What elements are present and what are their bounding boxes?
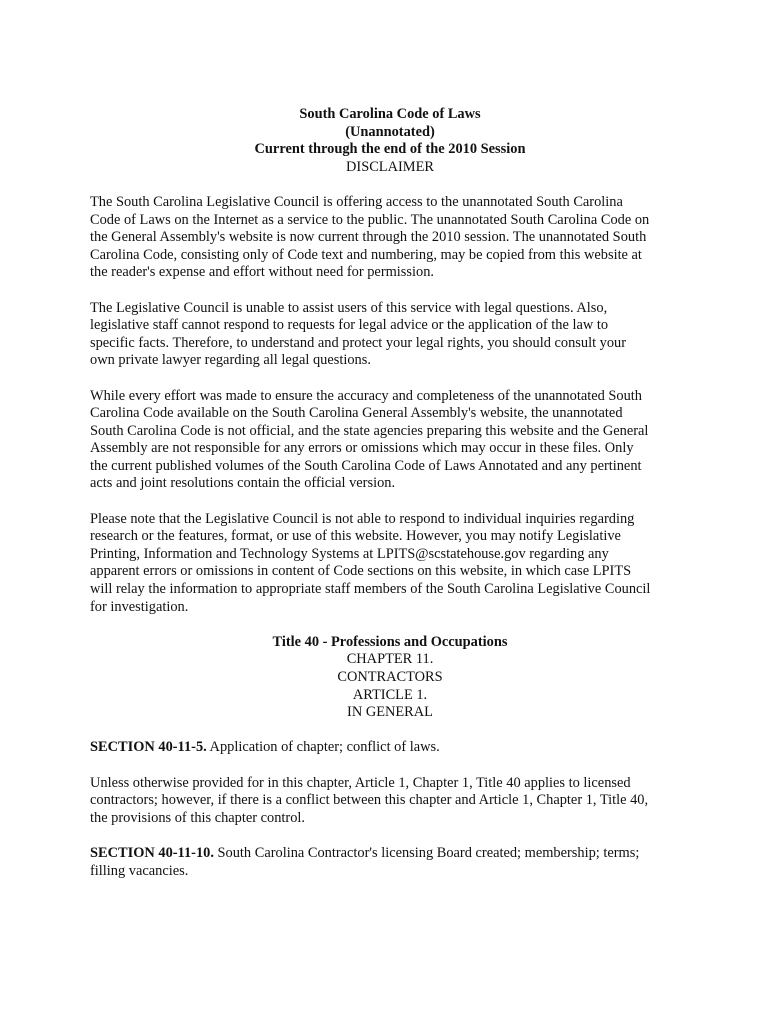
section-title-continued: filling vacancies. bbox=[90, 862, 189, 879]
text-line: will relay the information to appropriate staff members of the South Carolina Legislative Council bbox=[90, 581, 651, 598]
disclaimer-paragraph-3 bbox=[90, 388, 690, 494]
disclaimer-paragraph-1 bbox=[90, 194, 690, 282]
text-line: Carolina Code available on the South Carolina General Assembly's website, the unannotated bbox=[90, 405, 623, 422]
text-line: South Carolina Code is not official, and the state agencies preparing this website and the General bbox=[90, 422, 649, 439]
document-subtitle: (Unannotated) bbox=[345, 123, 435, 140]
document-page bbox=[90, 106, 690, 880]
text-line: apparent errors or omissions in content of Code sections on this website, in which case LPITS bbox=[90, 563, 632, 580]
text-line: While every effort was made to ensure the accuracy and completeness of the unannotated South bbox=[90, 387, 642, 404]
text-line: own private lawyer regarding all legal questions. bbox=[90, 352, 371, 369]
chapter-name: CONTRACTORS bbox=[337, 669, 443, 685]
section-title: South Carolina Contractor's licensing Board created; membership; terms; bbox=[213, 844, 640, 861]
text-line: research or the features, format, or use of this website. However, you may notify Legislative bbox=[90, 528, 621, 545]
text-line: Code of Laws on the Internet as a service to the public. The unannotated South Carolina Code on bbox=[90, 211, 650, 228]
section-body bbox=[90, 775, 690, 828]
text-line: Assembly are not responsible for any errors or omissions which may occur in these files. Only bbox=[90, 440, 634, 457]
disclaimer-paragraph-4 bbox=[90, 511, 690, 617]
section-heading bbox=[90, 845, 690, 880]
text-line: for investigation. bbox=[90, 598, 189, 615]
text-line: The Legislative Council is unable to assist users of this service with legal questions. Also, bbox=[90, 299, 608, 316]
text-line: The South Carolina Legislative Council is offering access to the unannotated South Carolina bbox=[90, 193, 623, 210]
text-line: Unless otherwise provided for in this chapter, Article 1, Chapter 1, Title 40 applies to licensed bbox=[90, 774, 631, 791]
disclaimer-paragraph-2 bbox=[90, 300, 690, 370]
text-line: Please note that the Legislative Council is not able to respond to individual inquiries regarding bbox=[90, 510, 635, 527]
document-title: South Carolina Code of Laws bbox=[299, 106, 481, 122]
disclaimer-heading: DISCLAIMER bbox=[346, 158, 434, 175]
article-name: IN GENERAL bbox=[347, 704, 433, 721]
text-line: the reader's expense and effort without need for permission. bbox=[90, 264, 434, 281]
chapter-number: CHAPTER 11. bbox=[346, 651, 434, 668]
section-title: Application of chapter; conflict of laws. bbox=[206, 739, 440, 756]
section-number: SECTION 40-11-10. bbox=[90, 844, 214, 861]
text-line: the provisions of this chapter control. bbox=[90, 809, 306, 826]
section-heading bbox=[90, 739, 690, 757]
text-line: Carolina Code, consisting only of Code text and numbering, may be copied from this website at bbox=[90, 246, 642, 263]
text-line: acts and joint resolutions contain the official version. bbox=[90, 475, 396, 492]
article-number: ARTICLE 1. bbox=[352, 686, 428, 703]
section-number: SECTION 40-11-5. bbox=[90, 739, 207, 756]
text-line: legislative staff cannot respond to requests for legal advice or the application of the law to bbox=[90, 317, 609, 334]
text-line: the General Assembly's website is now current through the 2010 session. The unannotated South bbox=[90, 229, 647, 246]
text-line: Printing, Information and Technology Systems at LPITS@scstatehouse.gov regarding any bbox=[90, 545, 609, 562]
text-line: specific facts. Therefore, to understand and protect your legal rights, you should consult your bbox=[90, 334, 627, 351]
text-line: contractors; however, if there is a conflict between this chapter and Article 1, Chapter 1, Title 40, bbox=[90, 792, 649, 809]
text-line: the current published volumes of the South Carolina Code of Laws Annotated and any pertinent bbox=[90, 457, 642, 474]
document-currency-note: Current through the end of the 2010 Session bbox=[254, 141, 526, 158]
title-heading: Title 40 - Professions and Occupations bbox=[272, 633, 508, 650]
